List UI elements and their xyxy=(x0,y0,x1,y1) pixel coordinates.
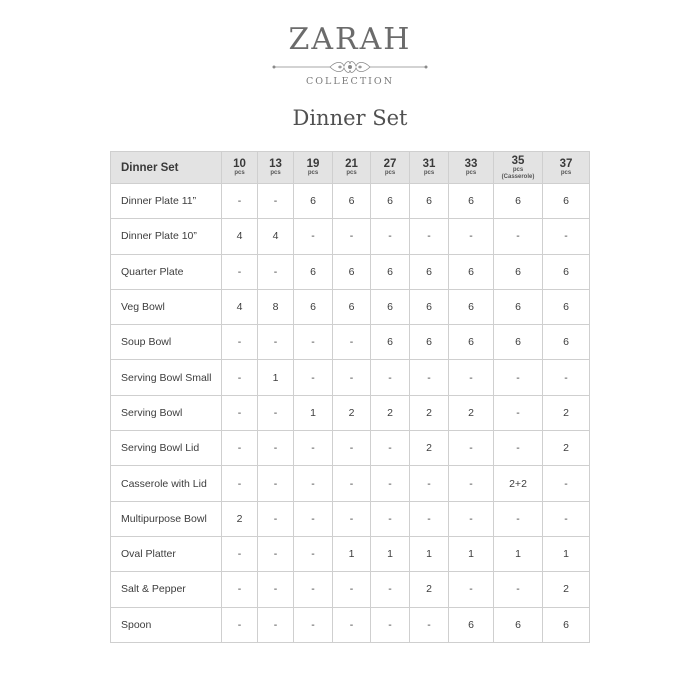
table-cell: - xyxy=(222,360,258,395)
table-cell: 6 xyxy=(449,607,494,642)
table-cell: - xyxy=(410,607,449,642)
table-cell: - xyxy=(258,466,294,501)
table-cell: - xyxy=(410,466,449,501)
table-cell: - xyxy=(294,325,333,360)
brand-name: ZARAH xyxy=(288,22,412,57)
table-cell: 2 xyxy=(543,395,590,430)
table-cell: - xyxy=(258,572,294,607)
column-unit: pcs xyxy=(560,170,572,176)
table-cell: - xyxy=(449,431,494,466)
table-cell: - xyxy=(222,572,258,607)
table-cell: - xyxy=(258,501,294,536)
column-count: 19 xyxy=(306,158,320,170)
table-cell: 6 xyxy=(294,184,333,219)
table-row xyxy=(111,607,590,642)
table-cell: - xyxy=(543,466,590,501)
table-cell: - xyxy=(494,501,543,536)
table-cell: 1 xyxy=(333,536,371,571)
column-count: 35 xyxy=(511,154,525,167)
table-cell: - xyxy=(449,360,494,395)
table-row xyxy=(111,219,590,254)
table-cell: - xyxy=(494,431,543,466)
table-cell: - xyxy=(294,501,333,536)
table-cell: - xyxy=(294,360,333,395)
table-cell: 1 xyxy=(543,536,590,571)
table-cell: - xyxy=(410,501,449,536)
table-cell: - xyxy=(371,360,410,395)
column-count: 31 xyxy=(422,158,436,170)
row-item-label: Serving Bowl xyxy=(111,395,222,430)
table-cell: - xyxy=(333,466,371,501)
table-cell: 6 xyxy=(543,325,590,360)
table-cell: 2+2 xyxy=(494,466,543,501)
table-corner-label: Dinner Set xyxy=(111,152,222,184)
table-cell: 6 xyxy=(543,184,590,219)
table-cell: - xyxy=(494,395,543,430)
table-cell: 6 xyxy=(449,325,494,360)
row-item-label: Multipurpose Bowl xyxy=(111,501,222,536)
table-cell: - xyxy=(494,572,543,607)
row-item-label: Serving Bowl Lid xyxy=(111,431,222,466)
table-cell: - xyxy=(222,325,258,360)
table-cell: - xyxy=(543,360,590,395)
table-cell: 6 xyxy=(543,254,590,289)
table-cell: - xyxy=(222,184,258,219)
table-row xyxy=(111,572,590,607)
table-cell: 6 xyxy=(543,289,590,324)
table-row xyxy=(111,360,590,395)
table-cell: 6 xyxy=(294,254,333,289)
column-count: 33 xyxy=(464,158,478,170)
table-cell: 6 xyxy=(494,289,543,324)
table-row xyxy=(111,254,590,289)
table-cell: 6 xyxy=(449,184,494,219)
table-cell: - xyxy=(371,466,410,501)
table-row xyxy=(111,289,590,324)
table-cell: - xyxy=(294,607,333,642)
table-cell: - xyxy=(333,360,371,395)
table-cell: 6 xyxy=(410,184,449,219)
column-count: 21 xyxy=(345,158,358,170)
column-unit: pcs xyxy=(512,166,524,173)
column-header xyxy=(494,152,543,184)
table-cell: 6 xyxy=(333,289,371,324)
table-cell: 8 xyxy=(258,289,294,324)
column-count: 27 xyxy=(383,158,397,170)
table-cell: - xyxy=(258,607,294,642)
column-unit: pcs xyxy=(234,170,245,176)
table-cell: - xyxy=(371,607,410,642)
table-cell: - xyxy=(258,395,294,430)
row-item-label: Dinner Plate 10” xyxy=(111,219,222,254)
table-row xyxy=(111,395,590,430)
table-cell: 6 xyxy=(494,184,543,219)
column-count: 10 xyxy=(233,158,246,170)
table-cell: - xyxy=(371,572,410,607)
table-row xyxy=(111,536,590,571)
table-cell: 2 xyxy=(410,572,449,607)
table-cell: - xyxy=(222,431,258,466)
table-cell: - xyxy=(222,536,258,571)
brand-subtitle: COLLECTION xyxy=(305,76,395,87)
table-cell: 1 xyxy=(371,536,410,571)
table-row xyxy=(111,431,590,466)
table-cell: - xyxy=(258,325,294,360)
table-cell: - xyxy=(258,536,294,571)
column-header xyxy=(333,152,371,184)
row-item-label: Spoon xyxy=(111,607,222,642)
column-count: 37 xyxy=(559,158,573,170)
row-item-label: Oval Platter xyxy=(111,536,222,571)
table-cell: 6 xyxy=(371,289,410,324)
row-item-label: Soup Bowl xyxy=(111,325,222,360)
table-cell: 1 xyxy=(449,536,494,571)
table-cell: 4 xyxy=(258,219,294,254)
table-cell: - xyxy=(258,184,294,219)
table-cell: - xyxy=(258,254,294,289)
table-cell: 2 xyxy=(371,395,410,430)
table-cell: 6 xyxy=(333,184,371,219)
table-cell: 6 xyxy=(449,254,494,289)
table-cell: 1 xyxy=(494,536,543,571)
table-cell: - xyxy=(449,501,494,536)
table-cell: 2 xyxy=(410,431,449,466)
row-item-label: Serving Bowl Small xyxy=(111,360,222,395)
table-cell: 2 xyxy=(222,501,258,536)
table-cell: 6 xyxy=(371,254,410,289)
table-row xyxy=(111,184,590,219)
table-cell: 6 xyxy=(410,289,449,324)
table-cell: - xyxy=(294,219,333,254)
column-unit: pcs xyxy=(346,170,357,176)
table-cell: - xyxy=(333,501,371,536)
table-cell: 6 xyxy=(494,254,543,289)
column-header xyxy=(449,152,494,184)
table-cell: 6 xyxy=(410,325,449,360)
column-header xyxy=(543,152,590,184)
column-unit: pcs xyxy=(384,170,396,176)
table-cell: - xyxy=(494,360,543,395)
table-cell: - xyxy=(222,254,258,289)
row-item-label: Quarter Plate xyxy=(111,254,222,289)
table-cell: - xyxy=(449,572,494,607)
table-cell: - xyxy=(449,466,494,501)
brand-logo xyxy=(0,22,700,87)
table-cell: - xyxy=(333,325,371,360)
row-item-label: Salt & Pepper xyxy=(111,572,222,607)
table-header-row xyxy=(111,152,590,184)
table-cell: 6 xyxy=(371,184,410,219)
table-cell: - xyxy=(294,572,333,607)
row-item-label: Veg Bowl xyxy=(111,289,222,324)
table-cell: - xyxy=(371,219,410,254)
table-cell: - xyxy=(294,466,333,501)
table-cell: 6 xyxy=(333,254,371,289)
table-cell: - xyxy=(543,219,590,254)
table-row xyxy=(111,501,590,536)
table-cell: - xyxy=(294,431,333,466)
table-cell: 1 xyxy=(294,395,333,430)
table-cell: 6 xyxy=(371,325,410,360)
table-cell: 6 xyxy=(294,289,333,324)
table-cell: - xyxy=(333,607,371,642)
table-cell: 6 xyxy=(449,289,494,324)
table-cell: 2 xyxy=(333,395,371,430)
column-unit: pcs xyxy=(423,170,435,176)
column-count: 13 xyxy=(269,158,282,170)
table-cell: 6 xyxy=(410,254,449,289)
table-cell: 6 xyxy=(494,325,543,360)
column-header xyxy=(294,152,333,184)
column-unit: pcs xyxy=(307,170,319,176)
column-header xyxy=(222,152,258,184)
table-cell: 1 xyxy=(410,536,449,571)
table-cell: - xyxy=(333,431,371,466)
dinner-set-table xyxy=(110,151,590,643)
table-cell: - xyxy=(410,219,449,254)
table-cell: 1 xyxy=(258,360,294,395)
column-unit: pcs xyxy=(465,170,477,176)
column-unit: pcs xyxy=(270,170,281,176)
table-cell: - xyxy=(410,360,449,395)
table-cell: 2 xyxy=(543,431,590,466)
table-row xyxy=(111,325,590,360)
column-header xyxy=(371,152,410,184)
table-cell: 4 xyxy=(222,219,258,254)
table-cell: - xyxy=(543,501,590,536)
table-cell: 6 xyxy=(494,607,543,642)
table-body xyxy=(111,184,590,643)
table-cell: 4 xyxy=(222,289,258,324)
table-row xyxy=(111,466,590,501)
floral-ornament-icon xyxy=(270,58,430,76)
table-cell: - xyxy=(371,431,410,466)
table-cell: - xyxy=(449,219,494,254)
table-cell: - xyxy=(371,501,410,536)
column-note: (Casserole) xyxy=(501,173,535,180)
table-cell: 2 xyxy=(410,395,449,430)
table-cell: - xyxy=(294,536,333,571)
table-cell: - xyxy=(222,395,258,430)
table-cell: - xyxy=(258,431,294,466)
table-cell: - xyxy=(333,572,371,607)
page-title: Dinner Set xyxy=(292,106,408,130)
row-item-label: Casserole with Lid xyxy=(111,466,222,501)
table-cell: - xyxy=(222,466,258,501)
column-header xyxy=(258,152,294,184)
table-cell: 2 xyxy=(449,395,494,430)
table-cell: 2 xyxy=(543,572,590,607)
table-cell: - xyxy=(222,607,258,642)
table-cell: 6 xyxy=(543,607,590,642)
table-cell: - xyxy=(494,219,543,254)
column-header xyxy=(410,152,449,184)
table-cell: - xyxy=(333,219,371,254)
row-item-label: Dinner Plate 11” xyxy=(111,184,222,219)
